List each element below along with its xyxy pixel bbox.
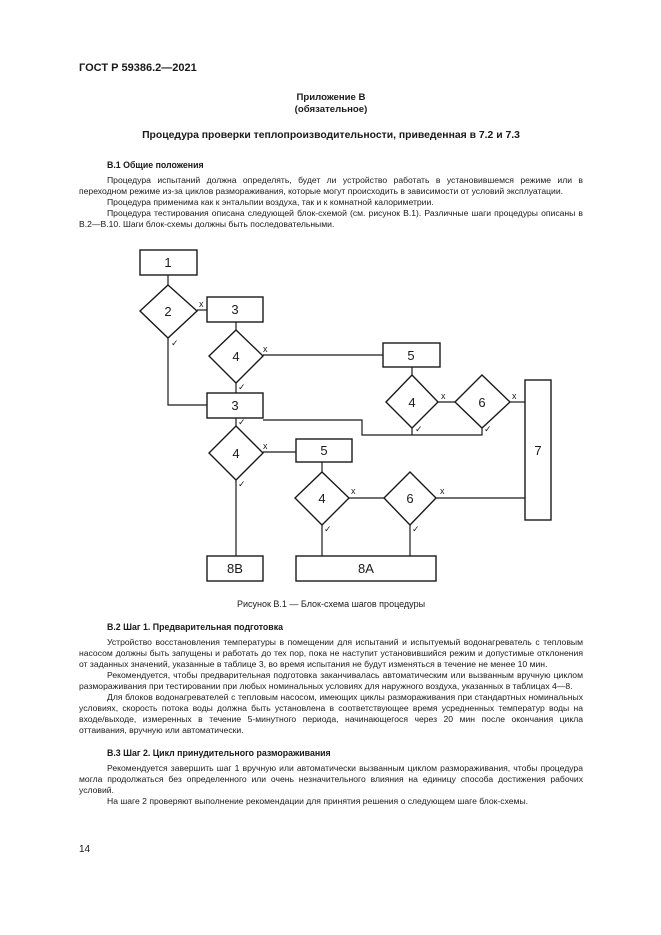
no-mark: x	[440, 486, 445, 496]
node-label: 4	[408, 395, 416, 410]
yes-mark: ✓	[484, 424, 492, 434]
flow-line	[168, 338, 207, 405]
paragraph: Рекомендуется, чтобы предварительная подготовка заканчивалась автоматическим или вызванным вручную циклом размораживания при тестировании при любых номинальных условиях для наружного воздуха, указанных в таблицах 4—8.	[79, 670, 583, 691]
node-label: 8A	[358, 561, 374, 576]
yes-mark: ✓	[324, 524, 332, 534]
paragraph: Процедура применима как к энтальпии воздуха, так и к комнатной калориметрии.	[107, 197, 434, 207]
paragraph: Для блоков водонагревателей с тепловым насосом, имеющих циклы размораживания при стандартных номинальных условиях, скорость потока воды должна быть установлена в соответствующее время усредненных температур воды на входе/выходе, измеренных в течение 5-минутного периода, начинающегося через 20 мин после окончания цикла оттаивания, вручную или автоматически.	[79, 692, 583, 735]
node-label: 8B	[227, 561, 243, 576]
no-mark: x	[351, 486, 356, 496]
node-label: 7	[534, 443, 542, 458]
node-label: 5	[407, 348, 415, 363]
yes-mark: ✓	[412, 524, 420, 534]
section-b2-heading: В.2 Шаг 1. Предварительная подготовка	[107, 622, 283, 632]
no-mark: x	[263, 344, 268, 354]
node-label: 3	[231, 398, 239, 413]
node-label: 6	[406, 491, 414, 506]
appendix-subtitle: (обязательное)	[294, 104, 368, 115]
section-b3-body	[79, 763, 583, 807]
figure-caption: Рисунок В.1 — Блок-схема шагов процедуры	[236, 599, 426, 609]
yes-mark: ✓	[238, 382, 246, 392]
node-label: 4	[318, 491, 326, 506]
node-label: 2	[164, 304, 172, 319]
yes-mark: ✓	[171, 338, 179, 348]
paragraph: Процедура испытаний должна определять, будет ли устройство работать в установившемся режиме или в переходном режиме из-за циклов размораживания, которые могут происходить в зависимости от условий эксплуатации.	[79, 175, 583, 196]
paragraph: Устройство восстановления температуры в помещении для испытаний и испытуемый водонагреватель с тепловым насосом должны быть запущены и работать до тех пор, пока не наступит установившийся режим и допустимые отклонения от заданных значений, указанные в таблице 3, во время испытания не будут изменяться в течение не менее 10 мин.	[79, 637, 583, 669]
yes-mark: ✓	[238, 479, 246, 489]
node-label: 4	[232, 349, 240, 364]
node-label: 1	[164, 255, 172, 270]
section-b1-heading: В.1 Общие положения	[107, 160, 204, 170]
paragraph: Процедура тестирования описана следующей блок-схемой (см. рисунок В.1). Различные шаги процедуры описаны в В.2—В.10. Шаги блок-схемы должны быть последовательными.	[79, 208, 583, 229]
paragraph: На шаге 2 проверяют выполнение рекомендации для принятия решения о следующем шаге блок-схемы.	[107, 796, 529, 806]
section-b3-heading: В.3 Шаг 2. Цикл принудительного размораживания	[107, 748, 331, 758]
no-mark: x	[199, 299, 204, 309]
no-mark: x	[512, 391, 517, 401]
appendix-heading: Процедура проверки теплопроизводительности, приведенная в 7.2 и 7.3	[142, 130, 520, 141]
yes-mark: ✓	[238, 417, 246, 427]
appendix-title: Приложение В	[296, 92, 366, 103]
section-b2-body	[79, 637, 583, 736]
node-label: 4	[232, 446, 240, 461]
node-label: 3	[231, 302, 239, 317]
yes-mark: ✓	[415, 424, 423, 434]
document-id: ГОСТ Р 59386.2—2021	[79, 62, 197, 74]
paragraph: Рекомендуется завершить шаг 1 вручную или автоматически вызванным циклом размораживания, чтобы процедура могла продолжаться без определенного или очень незначительного влияния на единицу способа достижения рабочих условий.	[79, 763, 583, 795]
node-label: 6	[478, 395, 486, 410]
no-mark: x	[263, 441, 268, 451]
page-number: 14	[79, 844, 91, 855]
no-mark: x	[441, 391, 446, 401]
flow-line	[263, 420, 482, 435]
node-label: 5	[320, 443, 328, 458]
